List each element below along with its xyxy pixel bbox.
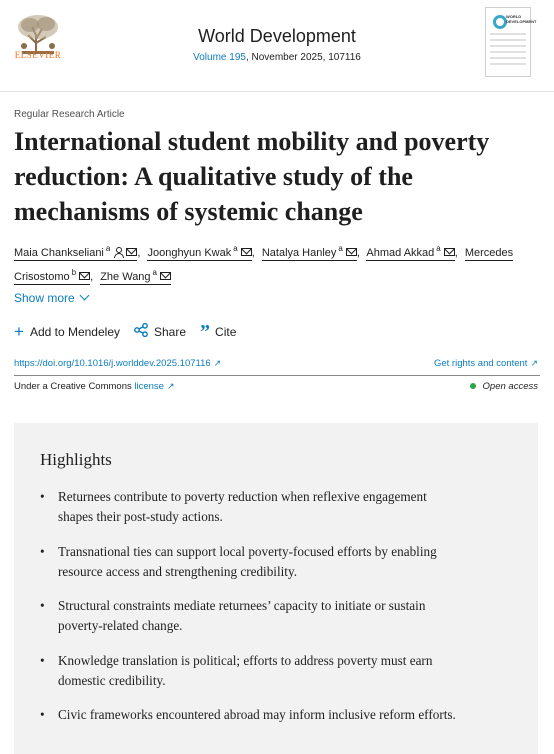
highlight-item: • Knowledge translation is political; efforts to address poverty must earn domestic credibility. — [40, 651, 460, 691]
highlight-item: • Structural constraints mediate returnees’ capacity to initiate or sustain poverty-related change. — [40, 596, 460, 636]
author-link[interactable]: Natalya Hanley $^a$ — [262, 247, 357, 261]
open-access-badge: Open access — [470, 381, 538, 392]
highlight-item: • Returnees contribute to poverty reduction when reflexive engagement shapes their post-study actions. — [40, 487, 460, 527]
volume-link[interactable]: Volume 195 — [193, 52, 246, 63]
highlight-item: • Civic frameworks encountered abroad may inform inclusive reform efforts. — [40, 705, 460, 725]
highlights-list — [40, 487, 512, 725]
publisher-name: ELSEVIER — [14, 50, 62, 60]
issue-info: , November 2025, 107116 — [245, 52, 361, 63]
show-more-button[interactable]: Show more — [14, 291, 88, 305]
get-rights-link[interactable]: Get rights and content ↗ — [433, 358, 538, 369]
add-to-mendeley-button[interactable]: + Add to Mendeley — [14, 321, 120, 341]
author-link[interactable]: Maia Chankseliani $^a$ — [14, 247, 137, 261]
article-type: Regular Research Article — [14, 109, 125, 120]
highlights-heading: Highlights — [40, 450, 112, 469]
share-button[interactable]: Share — [134, 323, 186, 340]
cover-logo-ring — [493, 15, 507, 29]
quote-icon: ” — [200, 320, 210, 343]
chevron-down-icon — [79, 291, 89, 301]
author-link[interactable]: Zhe Wang $^a$ — [100, 271, 171, 285]
license-link[interactable]: license ↗ — [134, 381, 175, 392]
cover-title: WORLD DEVELOPMENT — [506, 14, 537, 24]
journal-title[interactable]: World Development — [198, 26, 356, 46]
highlights-section — [14, 423, 538, 754]
mail-icon — [241, 248, 252, 256]
doi-link[interactable]: https://doi.org/10.1016/j.worlddev.2025.107116 ↗ — [14, 358, 222, 369]
journal-header — [0, 0, 554, 92]
person-icon — [113, 247, 123, 257]
cite-button[interactable]: ” Cite — [200, 320, 237, 343]
article-actions — [14, 320, 237, 343]
mail-icon — [346, 248, 357, 256]
arrow-ne-icon: ↗ — [166, 381, 175, 391]
share-icon — [134, 323, 148, 340]
license-row — [14, 381, 540, 392]
author-link[interactable]: Mercedes Crisostomo $^b$ — [14, 247, 514, 283]
author-link[interactable]: Joonghyun Kwak $^a$ — [147, 247, 251, 261]
mail-icon — [79, 272, 90, 280]
license-text: Under a Creative Commons — [14, 381, 132, 392]
article-title: International student mobility and poverty reduction: A qualitative study of the mechanisms of systemic change — [14, 127, 490, 226]
plus-icon: + — [14, 321, 24, 341]
doi-row — [14, 351, 540, 376]
highlight-item: • Transnational ties can support local poverty-focused efforts by enabling resource access and strengthening credibility. — [40, 542, 460, 582]
arrow-ne-icon: ↗ — [213, 358, 222, 368]
author-link[interactable]: Ahmad Akkad $^a$ — [366, 247, 454, 261]
open-access-dot-icon — [470, 383, 476, 389]
journal-volume-info — [0, 52, 554, 63]
mail-icon — [126, 248, 137, 256]
arrow-ne-icon: ↗ — [530, 358, 538, 368]
author-list: Maia Chankseliani $^a$ , Joonghyun Kwak $^a$ , Natalya Hanley $^a$ , Ahmad Akkad $^a$ , Mercedes Crisostomo $^b$ , Zhe Wang $^a$ — [14, 244, 514, 283]
journal-cover-thumbnail[interactable] — [485, 7, 537, 77]
mail-icon — [444, 248, 455, 256]
mail-icon — [160, 272, 171, 280]
